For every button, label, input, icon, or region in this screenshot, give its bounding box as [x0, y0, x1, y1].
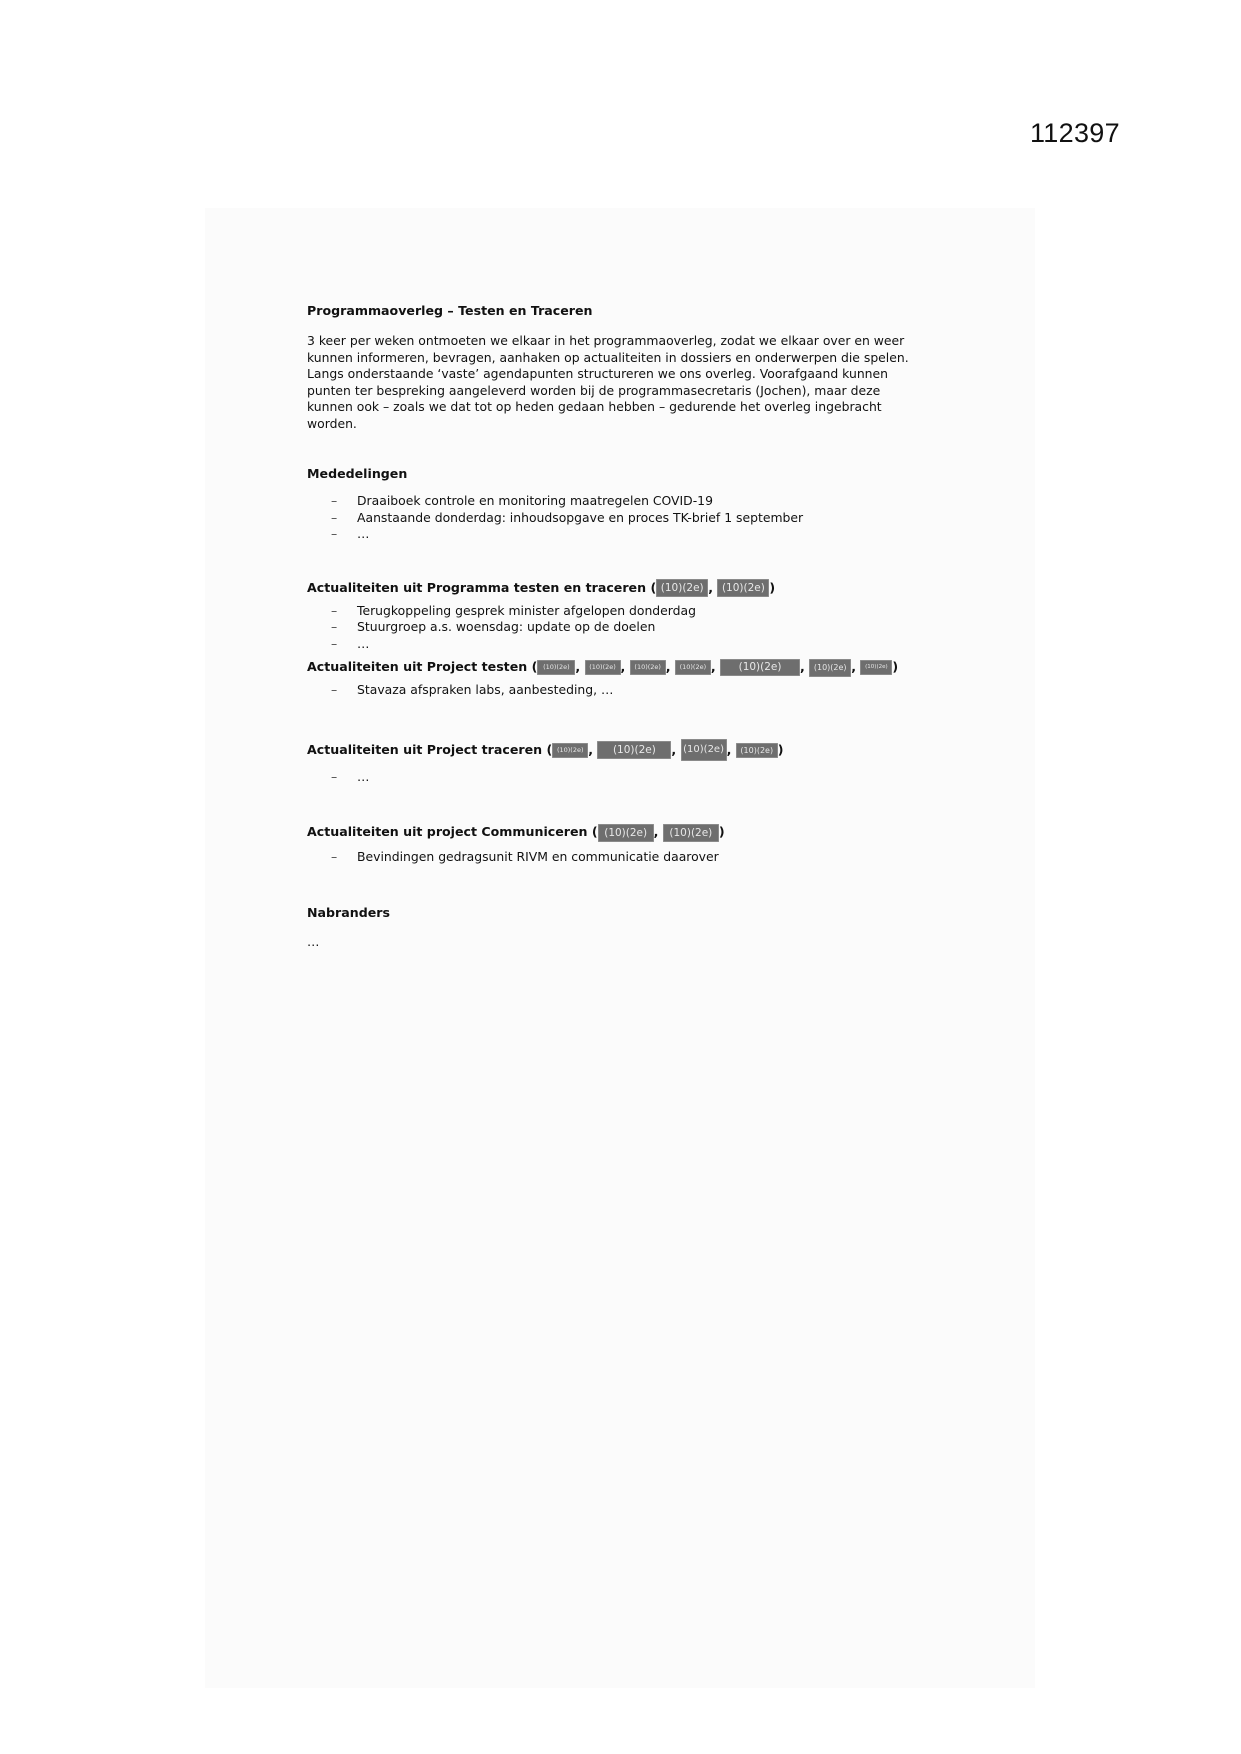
document-number: 112397: [1030, 118, 1120, 148]
redaction-box: (10)(2e): [860, 660, 892, 675]
section-heading: Actualiteiten uit project Communiceren ( (10)(2e) , (10)(2e) ): [307, 821, 927, 843]
redaction-box: (10)(2e): [585, 660, 621, 675]
list-item: [307, 769, 927, 786]
redaction-box: (10)(2e): [552, 743, 588, 758]
bullet-list: [307, 769, 927, 786]
dash-bullet-icon: –: [331, 493, 338, 508]
bullet-list: [307, 849, 927, 866]
section-heading: Actualiteiten uit Programma testen en traceren ( (10)(2e) , (10)(2e) ): [307, 577, 927, 599]
redaction-box: (10)(2e): [598, 824, 654, 842]
redaction-box: (10)(2e): [597, 741, 671, 759]
section-heading: Actualiteiten uit Project testen ( (10)(2e) , (10)(2e) , (10)(2e) , (10)(2e) , (10)(2e) , (10)(2e) , (10)(2e) ): [307, 656, 927, 678]
dash-bullet-icon: –: [331, 849, 338, 864]
redaction-box: (10)(2e): [720, 659, 800, 676]
section-nabranders: [307, 902, 927, 951]
list-item-text: …: [357, 635, 370, 651]
redaction-box: (10)(2e): [675, 660, 711, 675]
section-heading-text: Actualiteiten uit project Communiceren: [307, 824, 588, 839]
redaction-box: (10)(2e): [663, 824, 719, 842]
list-item: [307, 636, 927, 653]
list-item-text: Terugkoppeling gesprek minister afgelopen donderdag: [357, 602, 696, 618]
redaction-box: (10)(2e): [630, 660, 666, 675]
section-heading-text: Actualiteiten uit Programma testen en traceren: [307, 579, 647, 595]
redaction-box: (10)(2e): [537, 660, 575, 675]
bullet-list: [307, 603, 927, 653]
section-heading: Nabranders: [307, 904, 390, 920]
redaction-box: (10)(2e): [809, 659, 851, 677]
redaction-box: (10)(2e): [681, 739, 727, 761]
list-item-text: Draaiboek controle en monitoring maatregelen COVID-19: [357, 493, 713, 508]
section-programma: [307, 577, 927, 653]
dash-bullet-icon: –: [331, 768, 338, 784]
dash-bullet-icon: –: [331, 509, 338, 525]
list-item-text: …: [357, 526, 370, 541]
redaction-box: (10)(2e): [656, 579, 708, 597]
list-item-text: Stavaza afspraken labs, aanbesteding, …: [357, 682, 614, 697]
intro-paragraph: 3 keer per weken ontmoeten we elkaar in het programmaoverleg, zodat we elkaar over en weer kunnen informeren, bevragen, aanhaken op actualiteiten in dossiers en onderwerpen die spelen. Langs onderstaande ‘vaste’ agendapunten structureren we ons overleg. Voorafgaand kunnen punten ter bespreking aangeleverd worden bij de programmasecretaris (Jochen), maar deze kunnen ook – zoals we dat tot op heden gedaan hebben – gedurende het overleg ingebracht worden.: [307, 333, 909, 431]
list-item: [307, 619, 927, 636]
section-heading-text: Actualiteiten uit Project testen: [307, 659, 528, 674]
section-traceren: [307, 739, 927, 786]
dash-bullet-icon: –: [331, 682, 338, 697]
section-testen: [307, 656, 927, 699]
redaction-box: (10)(2e): [736, 743, 778, 758]
list-item: [307, 526, 927, 543]
list-item: [307, 493, 927, 510]
document-body: [307, 300, 927, 950]
dash-bullet-icon: –: [331, 602, 338, 618]
list-item: [307, 849, 927, 866]
section-heading: Actualiteiten uit Project traceren ( (10)(2e) , (10)(2e) , (10)(2e) , (10)(2e) ): [307, 739, 927, 761]
list-item-text: …: [357, 768, 370, 784]
list-item: [307, 510, 927, 527]
section-communiceren: [307, 821, 927, 866]
bullet-list: [307, 682, 927, 699]
dash-bullet-icon: –: [331, 619, 338, 634]
page-title: Programmaoverleg – Testen en Traceren: [307, 303, 593, 318]
dash-bullet-icon: –: [331, 526, 338, 541]
list-item: [307, 682, 927, 699]
list-item: [307, 603, 927, 620]
section-heading: Mededelingen: [307, 466, 408, 481]
dash-bullet-icon: –: [331, 635, 338, 651]
bullet-list: [307, 493, 927, 543]
section-mededelingen: [307, 463, 927, 543]
nabranders-text: …: [307, 933, 320, 949]
list-item-text: Aanstaande donderdag: inhoudsopgave en proces TK-brief 1 september: [357, 509, 804, 525]
list-item-text: Stuurgroep a.s. woensdag: update op de doelen: [357, 619, 656, 634]
section-heading-text: Actualiteiten uit Project traceren: [307, 741, 543, 757]
list-item-text: Bevindingen gedragsunit RIVM en communicatie daarover: [357, 849, 719, 864]
redaction-box: (10)(2e): [717, 579, 769, 597]
